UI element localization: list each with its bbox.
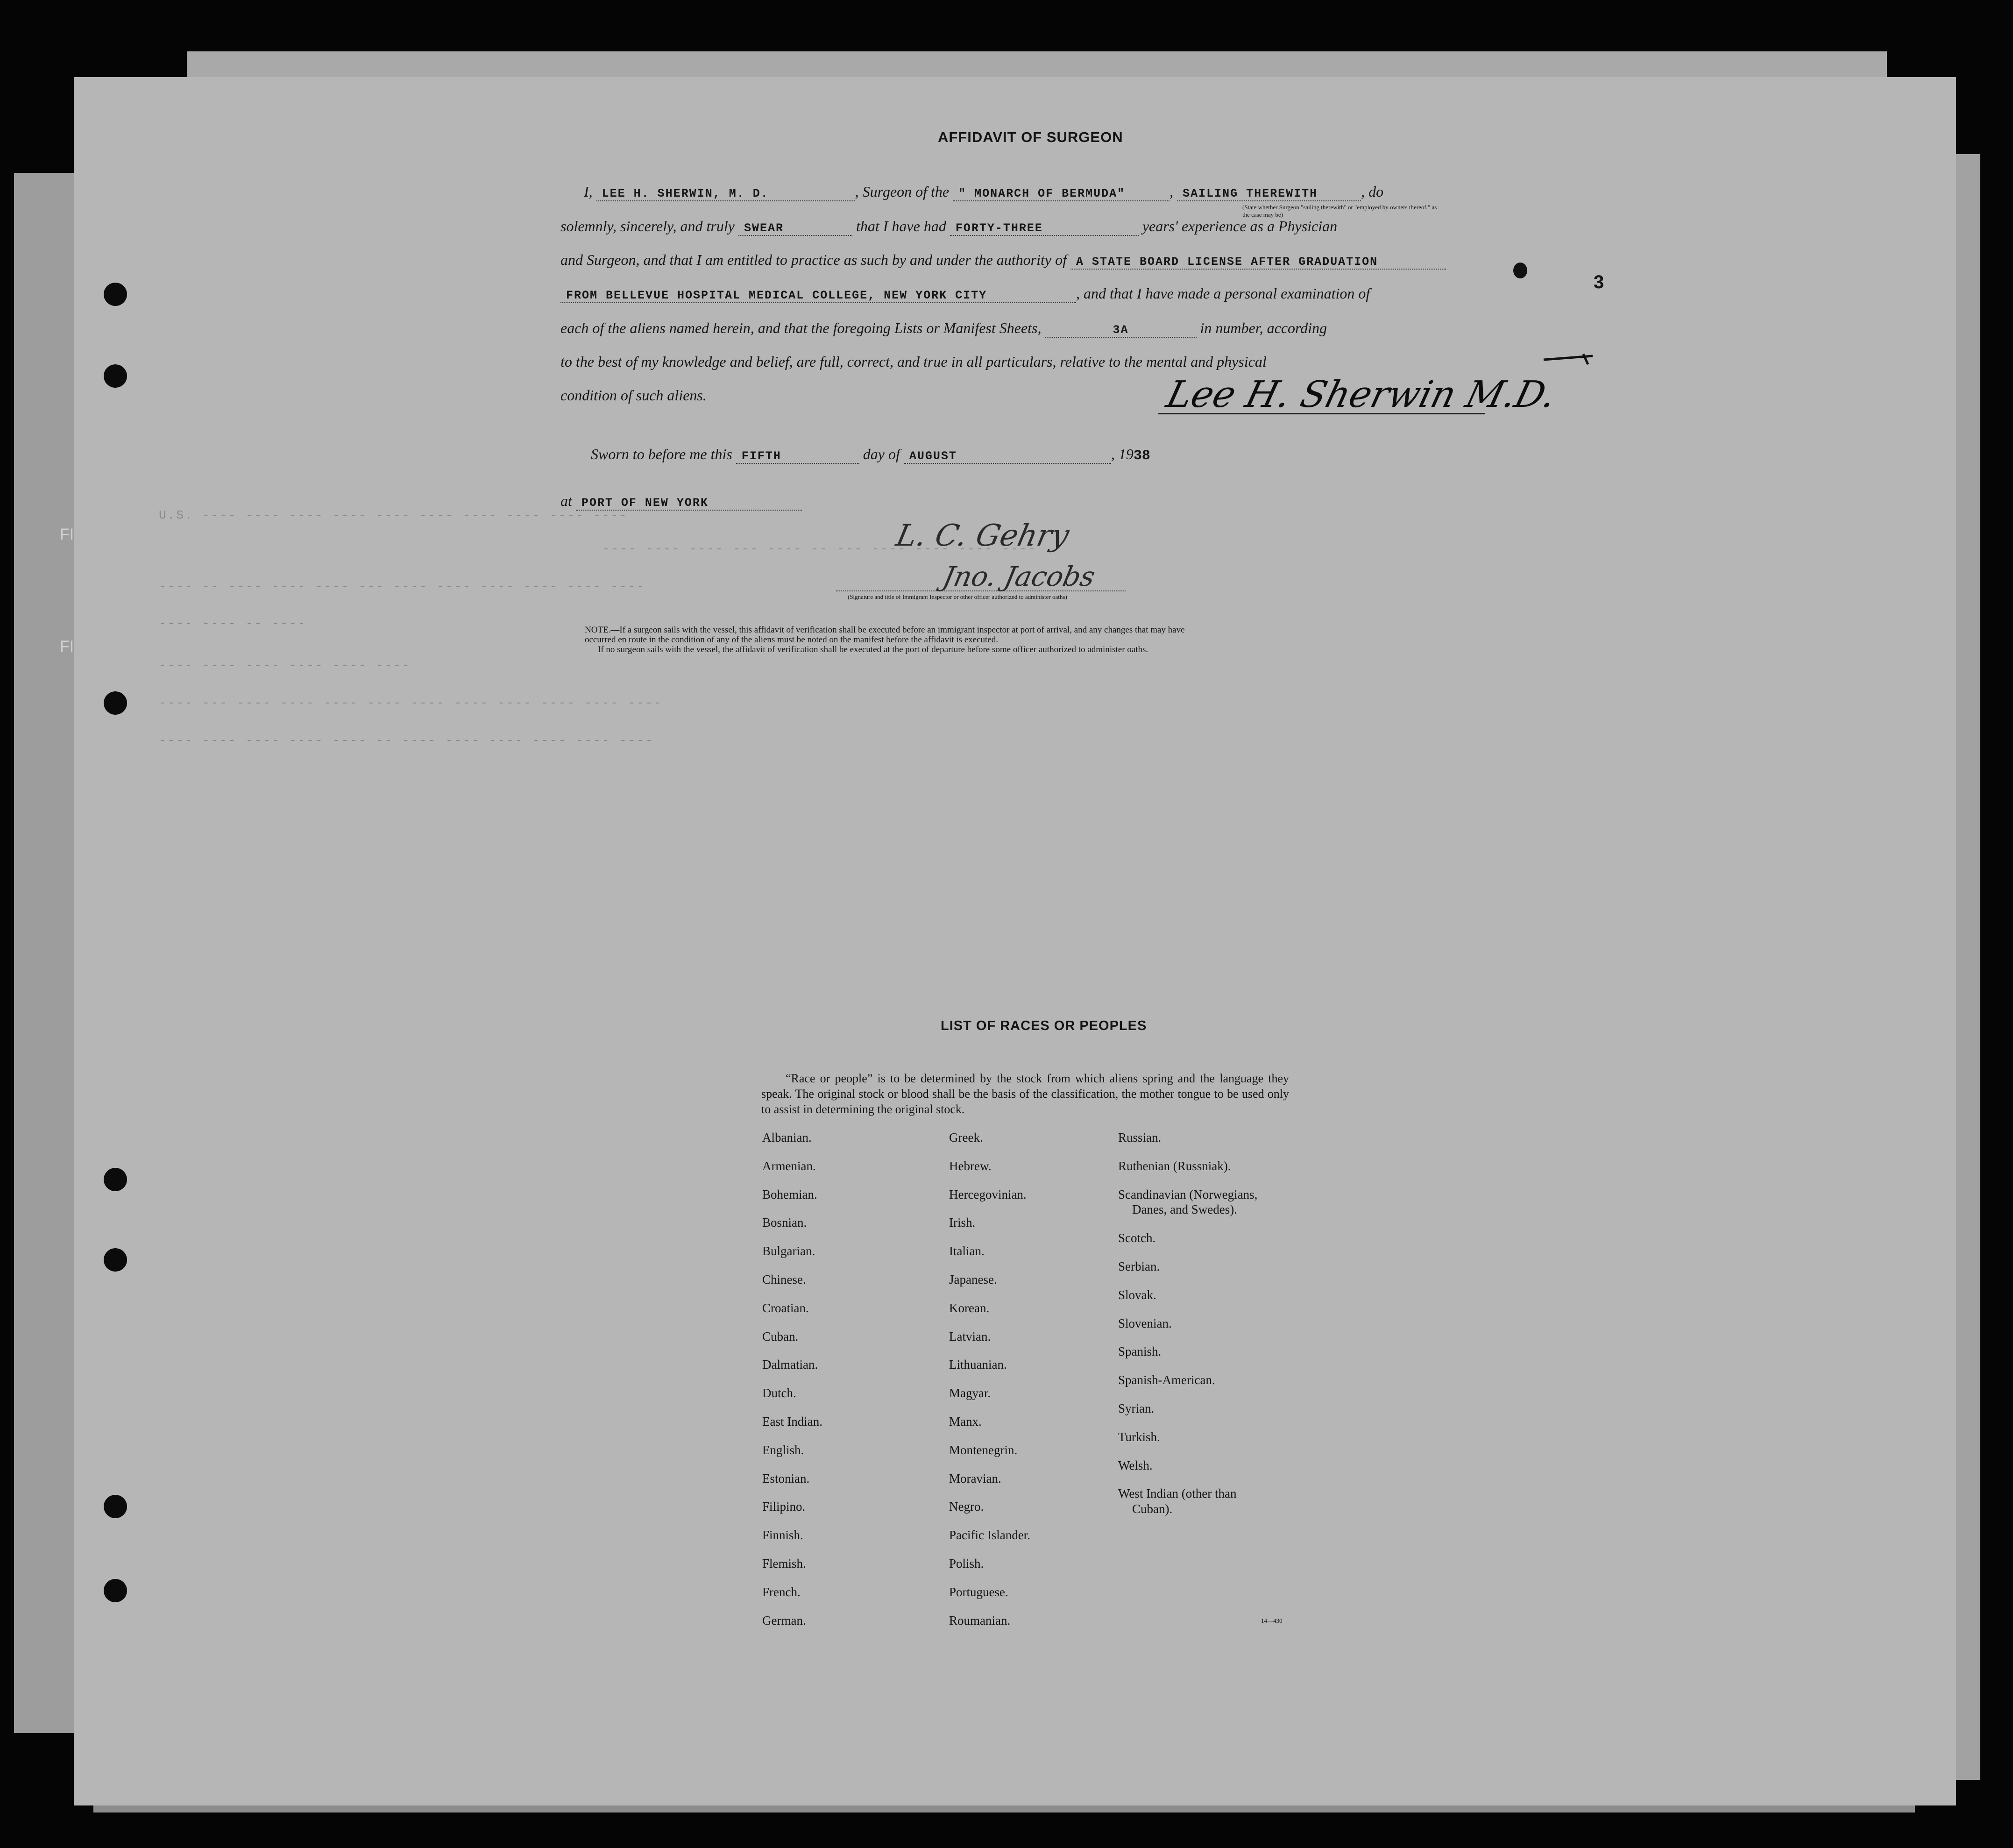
race-item: Cuban). bbox=[1132, 1502, 1173, 1516]
text: , Surgeon of the bbox=[855, 183, 950, 200]
race-item: Greek. bbox=[949, 1130, 983, 1144]
left-edge-fragment-2: FI bbox=[60, 638, 74, 655]
authority-field: A STATE BOARD LICENSE AFTER GRADUATION bbox=[1070, 255, 1446, 270]
affidavit-line-4 bbox=[560, 285, 1370, 303]
race-item: Manx. bbox=[949, 1414, 982, 1429]
race-item: Serbian. bbox=[1118, 1259, 1160, 1273]
bleed-through-row: ---- ---- ---- --- ---- -- --- ---- ---- ---- ---- bbox=[602, 542, 1037, 556]
bleed-through-row: U.S. ---- ---- ---- ---- ---- ---- ---- ---- ---- ---- bbox=[159, 508, 628, 522]
sailing-note: (State whether Surgeon "sailing therewith" or "employed by owners thereof," as the case may be) bbox=[1242, 204, 1437, 218]
race-item: Syrian. bbox=[1118, 1401, 1155, 1415]
races-title: LIST OF RACES OR PEOPLES bbox=[941, 1018, 1147, 1033]
oath-type-field: SWEAR bbox=[738, 221, 852, 236]
surgeon-name-field: LEE H. SHERWIN, M. D. bbox=[596, 187, 855, 201]
sworn-line bbox=[591, 446, 1150, 464]
race-item: Croatian. bbox=[762, 1301, 809, 1315]
vessel-name-field: " MONARCH OF BERMUDA" bbox=[953, 187, 1170, 201]
text: I, bbox=[584, 183, 593, 200]
bleed-through-row: ---- ---- ---- ---- ---- ---- bbox=[159, 659, 411, 673]
text: at bbox=[560, 492, 572, 509]
race-item: Hebrew. bbox=[949, 1159, 992, 1173]
binder-hole bbox=[104, 364, 127, 388]
races-intro: “Race or people” is to be determined by the stock from which aliens spring and the language they speak. The original stock or blood shall be the basis of the classification, the mother tongue to be used only to assist in determining the original stock. bbox=[761, 1072, 1289, 1116]
race-item: Chinese. bbox=[762, 1272, 806, 1286]
text: and Surgeon, and that I am entitled to practice as such by and under the authority of bbox=[560, 251, 1067, 268]
binder-hole bbox=[104, 1168, 127, 1191]
note-line-2: occurred en route in the condition of any of the aliens must be noted on the manifest before the affidavit is executed. bbox=[585, 635, 998, 645]
text: to the best of my knowledge and belief, are full, correct, and true in all particulars, relative to the mental and physical bbox=[560, 353, 1267, 370]
race-item: Latvian. bbox=[949, 1329, 991, 1343]
sailing-status-field: SAILING THEREWITH bbox=[1177, 187, 1361, 201]
race-item: Roumanian. bbox=[949, 1613, 1011, 1628]
authority-field-continued: FROM BELLEVUE HOSPITAL MEDICAL COLLEGE, NEW YORK CITY bbox=[560, 289, 1076, 303]
race-item: Armenian. bbox=[762, 1159, 816, 1173]
signature-flourish bbox=[1541, 346, 1597, 374]
affidavit-note bbox=[585, 625, 1185, 654]
signature-caption: (Signature and title of Immigrant Inspector or other officer authorized to administer oaths) bbox=[848, 593, 1067, 600]
race-item: Magyar. bbox=[949, 1386, 991, 1400]
race-item: Welsh. bbox=[1118, 1458, 1153, 1472]
race-item: Danes, and Swedes). bbox=[1132, 1202, 1237, 1216]
note-line-3: If no surgeon sails with the vessel, the affidavit of verification shall be executed at the port of departure before some officer authorized to administer oaths. bbox=[598, 645, 1148, 654]
text: Sworn to before me this bbox=[591, 446, 732, 462]
race-item: Korean. bbox=[949, 1301, 990, 1315]
text: each of the aliens named herein, and that the foregoing Lists or Manifest Sheets, bbox=[560, 320, 1042, 336]
sworn-place-field: PORT OF NEW YORK bbox=[576, 496, 802, 511]
affidavit-title: AFFIDAVIT OF SURGEON bbox=[938, 129, 1123, 145]
form-number: 14—430 bbox=[1261, 1617, 1283, 1624]
race-item: Scandinavian (Norwegians, bbox=[1118, 1187, 1258, 1201]
text: in number, according bbox=[1200, 320, 1327, 336]
race-item: Montenegrin. bbox=[949, 1443, 1018, 1457]
race-item: Italian. bbox=[949, 1244, 985, 1258]
race-item: Cuban. bbox=[762, 1329, 799, 1343]
text: that I have had bbox=[856, 218, 946, 235]
bleed-through-row: ---- ---- -- ---- bbox=[159, 617, 307, 631]
race-item: Bosnian. bbox=[762, 1215, 807, 1230]
race-item: Polish. bbox=[949, 1557, 984, 1571]
race-item: German. bbox=[762, 1613, 806, 1628]
race-item: Russian. bbox=[1118, 1130, 1162, 1144]
text: years' experience as a Physician bbox=[1142, 218, 1338, 235]
text: condition of such aliens. bbox=[560, 387, 707, 404]
race-item: Bohemian. bbox=[762, 1187, 817, 1201]
race-item: Turkish. bbox=[1118, 1430, 1160, 1444]
race-item: Irish. bbox=[949, 1215, 976, 1230]
binder-hole bbox=[104, 1495, 127, 1518]
affidavit-line-7 bbox=[560, 387, 707, 404]
race-item: Scotch. bbox=[1118, 1231, 1156, 1245]
binder-hole bbox=[104, 283, 127, 306]
text: , do bbox=[1361, 183, 1384, 200]
race-item: Dutch. bbox=[762, 1386, 796, 1400]
sworn-place-line bbox=[560, 492, 802, 511]
text: solemnly, sincerely, and truly bbox=[560, 218, 735, 235]
binder-hole bbox=[104, 1248, 127, 1272]
binder-hole bbox=[104, 1579, 127, 1602]
race-item: Pacific Islander. bbox=[949, 1528, 1030, 1542]
bleed-through-row: ---- -- ---- ---- ---- --- ---- ---- ---- ---- ---- ---- bbox=[159, 579, 645, 593]
years-experience-field: FORTY-THREE bbox=[950, 221, 1139, 236]
race-item: Hercegovinian. bbox=[949, 1187, 1027, 1201]
sheet-count-field: 3A bbox=[1045, 323, 1197, 338]
sworn-year-field: 38 bbox=[1133, 448, 1150, 464]
race-item: Albanian. bbox=[762, 1130, 812, 1144]
text: day of bbox=[863, 446, 900, 462]
surgeon-signature: Lee H. Sherwin M.D. bbox=[1162, 374, 1560, 416]
sworn-month-field: AUGUST bbox=[904, 449, 1111, 464]
affidavit-line-2 bbox=[560, 218, 1337, 236]
ink-blot bbox=[1513, 263, 1527, 278]
inspector-signature: L. C. Gehry bbox=[893, 519, 1072, 553]
race-item: Moravian. bbox=[949, 1471, 1001, 1486]
affidavit-line-5 bbox=[560, 320, 1327, 338]
note-line-1: —If a surgeon sails with the vessel, this affidavit of verification shall be executed before an immigrant inspector at port of arrival, and any changes that may have bbox=[610, 625, 1185, 635]
race-item: Spanish-American. bbox=[1118, 1373, 1215, 1387]
race-item: French. bbox=[762, 1585, 801, 1599]
race-item: Dalmatian. bbox=[762, 1358, 818, 1372]
text: , 19 bbox=[1111, 446, 1134, 462]
signature-line bbox=[1158, 413, 1485, 414]
affidavit-line-3 bbox=[560, 251, 1446, 270]
race-item: Filipino. bbox=[762, 1500, 806, 1514]
sworn-day-field: FIFTH bbox=[736, 449, 859, 464]
affidavit-line-1: I, LEE H. SHERWIN, M. D. , Surgeon of the " MONARCH OF BERMUDA" , SAILING THEREWITH , do bbox=[584, 183, 1384, 200]
race-item: Estonian. bbox=[762, 1471, 810, 1486]
race-item: Slovak. bbox=[1118, 1288, 1156, 1302]
race-item: Negro. bbox=[949, 1500, 984, 1514]
page-mark: 3 bbox=[1594, 272, 1604, 292]
race-item: English. bbox=[762, 1443, 804, 1457]
race-item: West Indian (other than bbox=[1118, 1486, 1237, 1500]
bleed-through-row: ---- ---- ---- ---- ---- -- ---- ---- ---- ---- ---- ---- bbox=[159, 733, 654, 747]
race-item: Slovenian. bbox=[1118, 1316, 1172, 1330]
race-item: Bulgarian. bbox=[762, 1244, 815, 1258]
text: , and that I have made a personal examination of bbox=[1076, 285, 1370, 302]
affidavit-line-6 bbox=[560, 353, 1267, 370]
officer-signature: Jno. Jacobs bbox=[940, 561, 1098, 592]
officer-signature-line bbox=[836, 590, 1126, 591]
binder-hole bbox=[104, 691, 127, 715]
race-item: Spanish. bbox=[1118, 1344, 1162, 1358]
race-item: Japanese. bbox=[949, 1272, 997, 1286]
race-item: Lithuanian. bbox=[949, 1358, 1007, 1372]
bleed-through-row: ---- --- ---- ---- ---- ---- ---- ---- ---- ---- ---- ---- bbox=[159, 696, 663, 710]
race-item: Flemish. bbox=[762, 1557, 806, 1571]
note-label: NOTE. bbox=[585, 625, 611, 635]
race-item: Portuguese. bbox=[949, 1585, 1008, 1599]
race-item: East Indian. bbox=[762, 1414, 822, 1429]
left-edge-fragment: FI bbox=[60, 526, 74, 543]
race-item: Ruthenian (Russniak). bbox=[1118, 1159, 1231, 1173]
race-item: Finnish. bbox=[762, 1528, 803, 1542]
